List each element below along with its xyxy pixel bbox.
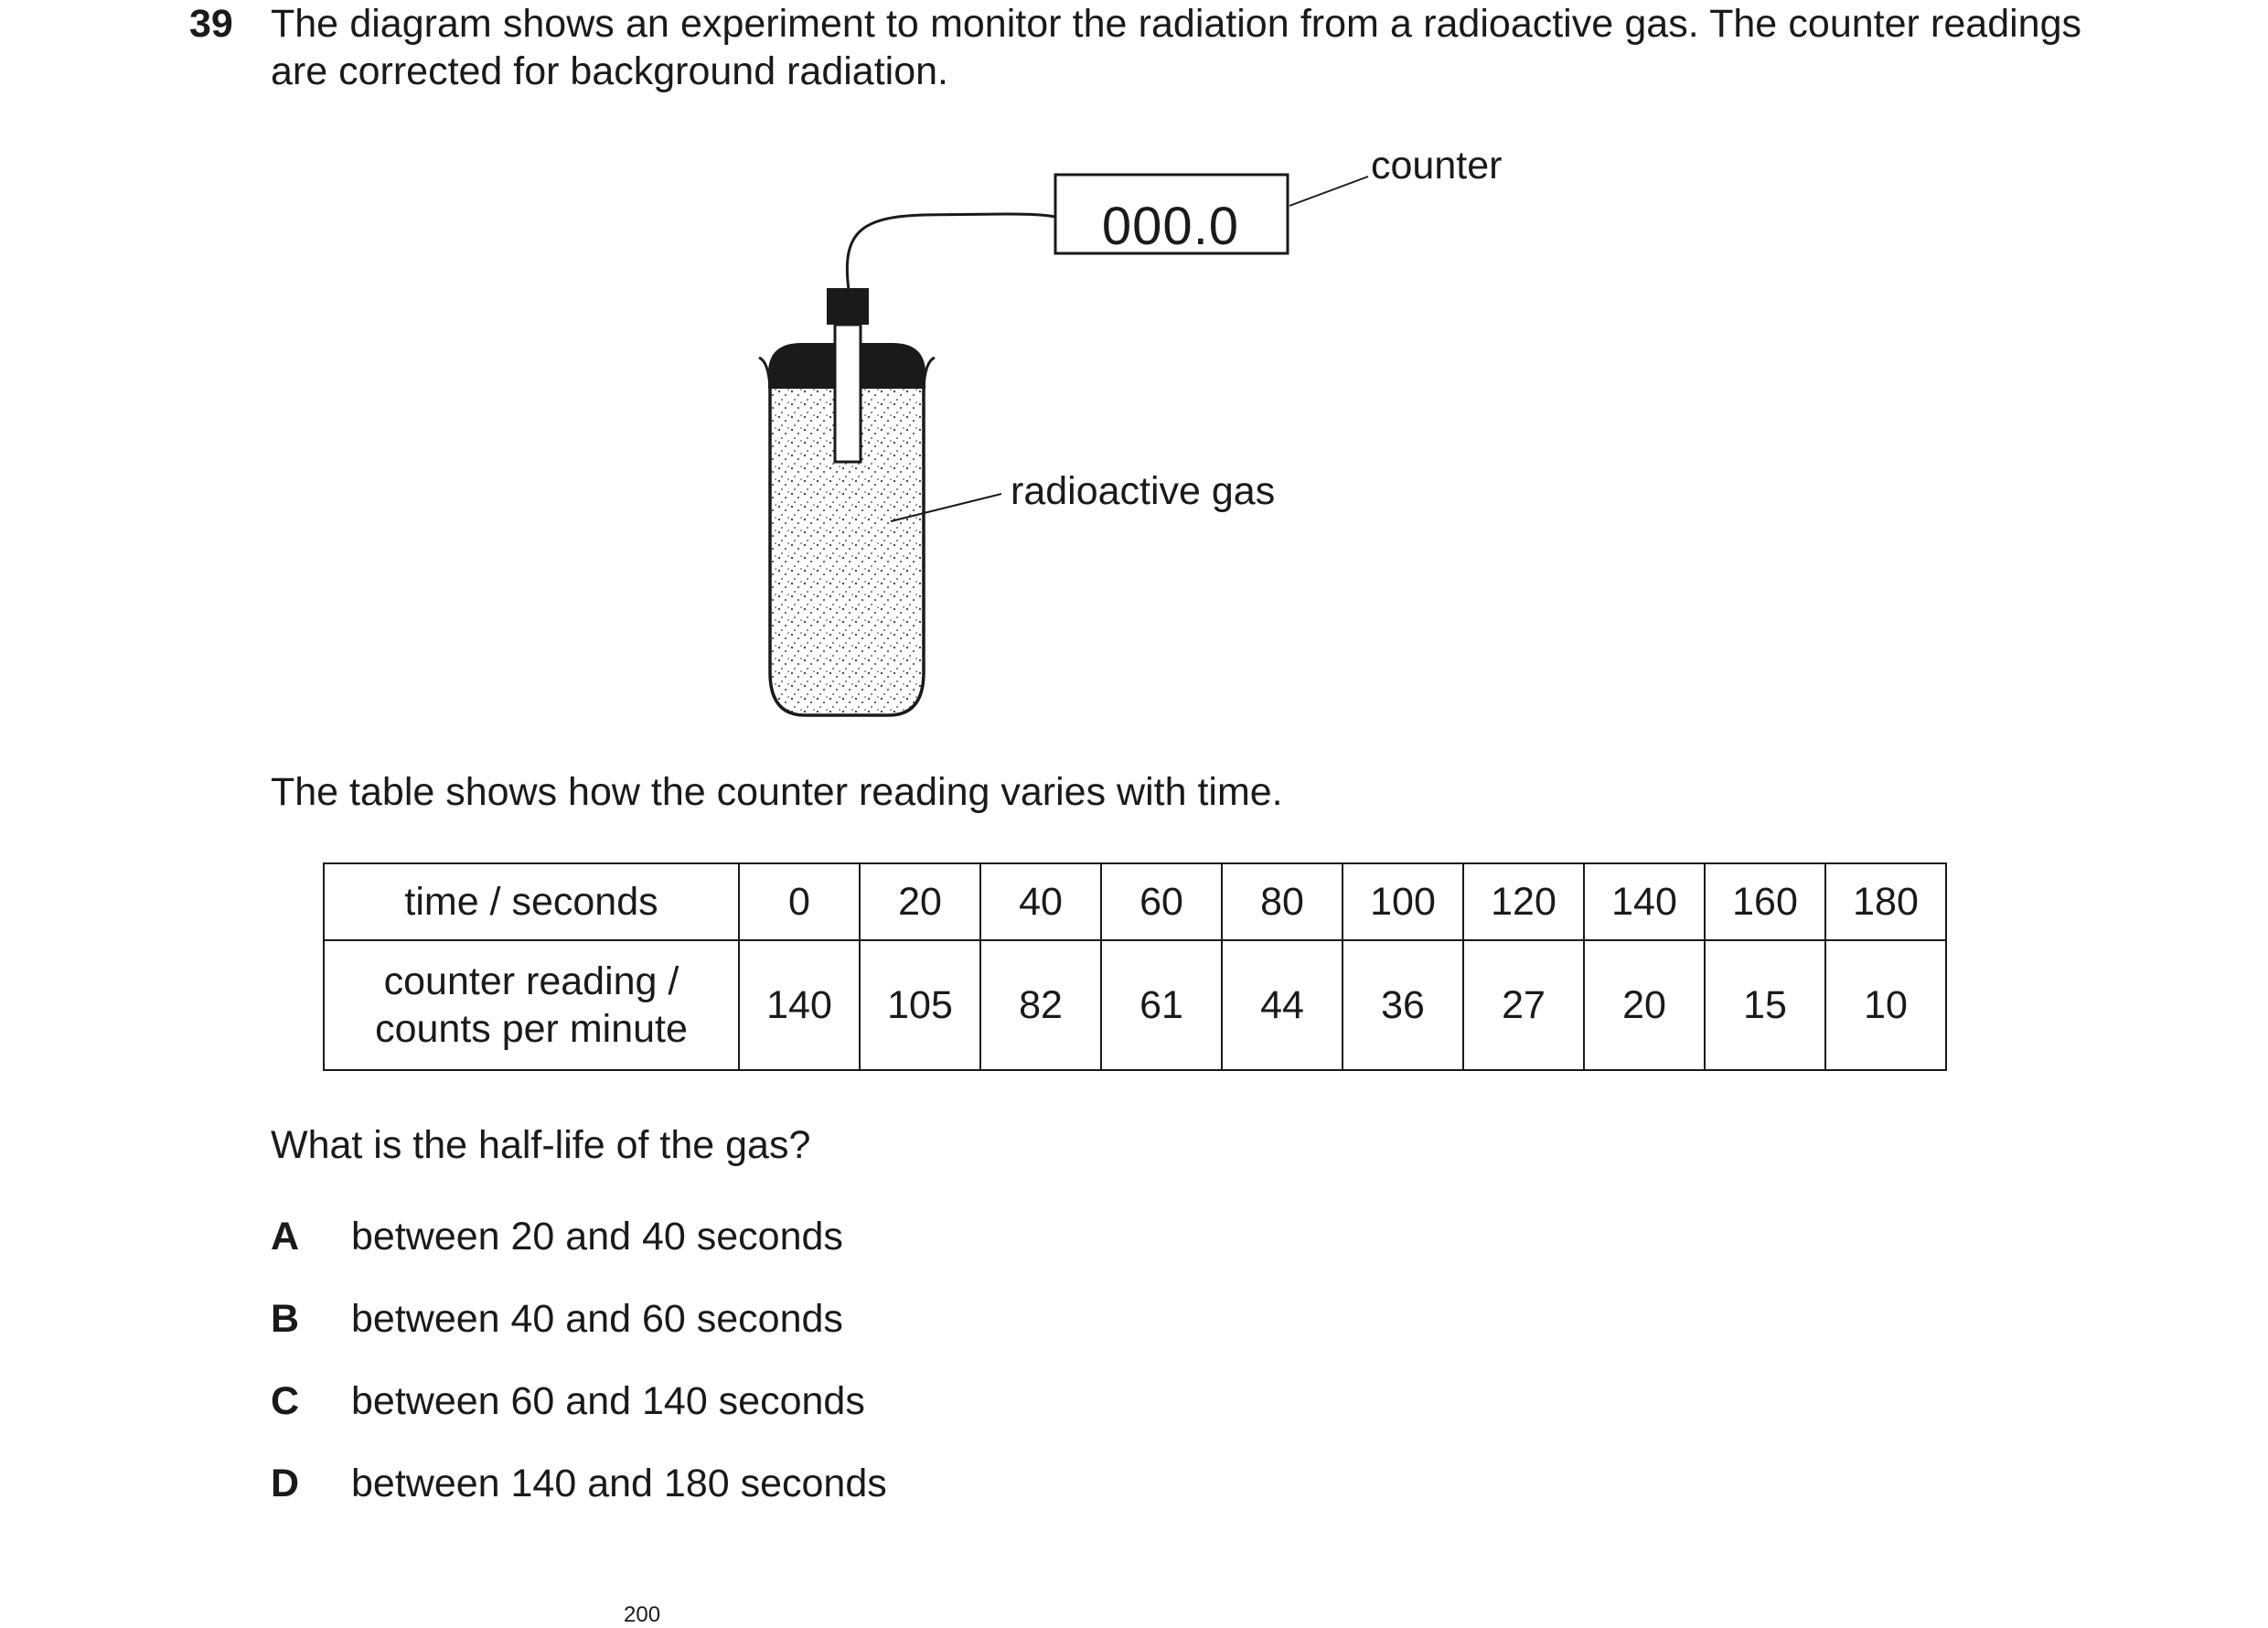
time-cell: 40: [980, 863, 1101, 940]
option-text: between 60 and 140 seconds: [351, 1379, 865, 1423]
option-text: between 40 and 60 seconds: [351, 1297, 843, 1341]
option-letter: D: [271, 1462, 300, 1505]
reading-cell: 140: [739, 940, 860, 1070]
time-cell: 160: [1705, 863, 1825, 940]
option-c[interactable]: [271, 1377, 865, 1425]
option-letter: C: [271, 1379, 300, 1423]
option-text: between 140 and 180 seconds: [351, 1462, 887, 1505]
option-letter: A: [271, 1215, 300, 1258]
reading-cell: 82: [980, 940, 1101, 1070]
time-cell: 80: [1222, 863, 1343, 940]
time-cell: 0: [739, 863, 860, 940]
reading-cell: 15: [1705, 940, 1825, 1070]
reading-header-line2: counts per minute: [375, 1007, 688, 1051]
reading-cell: 27: [1463, 940, 1584, 1070]
time-cell: 20: [860, 863, 980, 940]
reading-row: [324, 940, 1946, 1070]
time-row: [324, 863, 1946, 940]
option-d[interactable]: [271, 1460, 887, 1507]
question-stem: The diagram shows an experiment to monitor the radiation from a radioactive gas. The counter readings are corrected for background radiation.: [271, 2, 2081, 93]
option-letter: B: [271, 1297, 300, 1341]
probe-cap: [827, 288, 869, 325]
time-cell: 120: [1463, 863, 1584, 940]
question-number: 39: [189, 2, 233, 46]
reading-cell: 61: [1101, 940, 1222, 1070]
counter-display: 000.0: [1101, 197, 1240, 256]
probe-cable: [847, 214, 1055, 290]
reading-cell: 36: [1343, 940, 1463, 1070]
option-a[interactable]: [271, 1213, 843, 1260]
counter-leader-line: [1289, 177, 1368, 206]
reading-header-line1: counter reading /: [383, 959, 679, 1003]
question-prompt: What is the half-life of the gas?: [271, 1123, 811, 1167]
probe-tube: [835, 325, 861, 462]
table-intro: The table shows how the counter reading varies with time.: [271, 770, 1283, 814]
reading-cell: 20: [1584, 940, 1705, 1070]
counter-label: counter: [1371, 144, 1503, 187]
option-b[interactable]: [271, 1295, 843, 1343]
time-header: time / seconds: [324, 863, 739, 940]
experiment-diagram: [713, 133, 1536, 736]
reading-cell: 105: [860, 940, 980, 1070]
reading-header: [324, 940, 739, 1070]
option-text: between 20 and 40 seconds: [351, 1215, 843, 1258]
time-cell: 60: [1101, 863, 1222, 940]
data-table: [323, 862, 1947, 1071]
page-footer-marker: 200: [624, 1602, 661, 1627]
time-cell: 140: [1584, 863, 1705, 940]
time-cell: 100: [1343, 863, 1463, 940]
reading-cell: 44: [1222, 940, 1343, 1070]
reading-cell: 10: [1825, 940, 1946, 1070]
time-cell: 180: [1825, 863, 1946, 940]
gas-label: radioactive gas: [1011, 469, 1276, 513]
